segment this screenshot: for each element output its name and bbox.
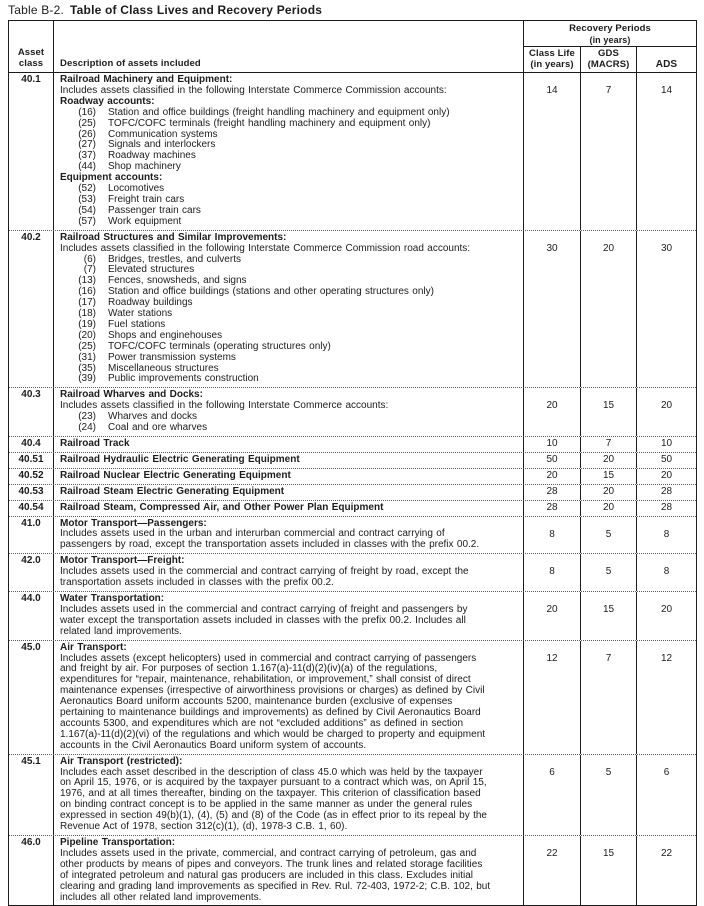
description-line: Includes assets used in the urban and interurban commercial and contract carrying of	[60, 528, 445, 540]
table-row	[9, 387, 696, 436]
account-number: (13)	[78, 275, 96, 287]
gds-value: 20	[581, 501, 637, 516]
asset-heading-line: Motor Transport—Freight:	[60, 555, 185, 567]
asset-class-cell: 42.0	[9, 554, 54, 591]
account-number: (53)	[78, 193, 96, 205]
account-number: (57)	[78, 215, 96, 227]
description-cell	[54, 73, 524, 230]
description-cell	[54, 485, 524, 500]
description-cell	[54, 641, 524, 754]
gds-value: 5	[581, 554, 637, 591]
description-line: Includes assets used in the private, commercial, and contract carrying of petroleum, gas and	[60, 847, 477, 859]
asset-heading-line: Pipeline Transportation:	[60, 837, 176, 848]
ads-value: 50	[660, 453, 673, 465]
ads-value: 20	[660, 603, 673, 615]
account-item-line	[60, 353, 520, 364]
description-line: expenditures for “repair, maintenance, rehabilitation, or improvement,” shall consist of direct	[60, 674, 471, 686]
asset-heading-line: Motor Transport—Passengers:	[60, 517, 207, 529]
account-number: (23)	[78, 411, 96, 423]
account-item-line	[60, 119, 520, 130]
table-body	[9, 73, 696, 905]
description-line: 1976, and at all times thereafter, binding on the taxpayer. This criterion of classification based	[60, 788, 481, 800]
description-line: on April 15, 1976, or is acquired by the taxpayer pursuant to a contract which was, on April 15,	[60, 777, 487, 789]
class-life-value: 20	[524, 469, 581, 484]
ads-value: 30	[660, 242, 673, 254]
ads-value: 8	[663, 528, 670, 540]
asset-class-cell: 46.0	[9, 836, 54, 905]
ads-value: 28	[660, 485, 673, 497]
asset-heading-line: Railroad Machinery and Equipment:	[60, 74, 233, 85]
ads-label: ADS	[655, 58, 678, 70]
table-row	[9, 73, 696, 230]
ads-value: 22	[660, 848, 673, 859]
page-title	[8, 3, 322, 17]
description-cell	[54, 517, 524, 554]
account-item-text: Fuel stations	[108, 318, 166, 330]
account-item-text: Station and office buildings (freight handling machinery and equipment only)	[108, 106, 450, 118]
description-line: passengers by road, except the transportation assets included in classes with the prefix 00.2.	[60, 539, 480, 551]
table-row	[9, 516, 696, 554]
description-cell	[54, 592, 524, 640]
gds-sublabel: (MACRS)	[587, 58, 630, 70]
ads-value: 28	[660, 501, 673, 513]
gds-label: GDS	[598, 48, 619, 59]
account-number: (20)	[78, 329, 96, 341]
table-row	[9, 500, 696, 516]
description-line: maintenance expenses (irrespective of airworthiness provisions or charges) as defined by Civil	[60, 685, 485, 697]
gds-value: 15	[581, 592, 637, 640]
asset-heading-line: Railroad Steam, Compressed Air, and Other Power Plan Equipment	[60, 501, 384, 513]
ads-value: 12	[660, 652, 673, 664]
description-line: accounts 5300, and expenditures which are not “excluded additions” as defined in section	[60, 717, 464, 729]
description-line: Includes assets used in the commercial and contract carrying of freight by road, except the	[60, 566, 469, 578]
account-item-line	[60, 374, 520, 385]
asset-heading-line: Railroad Steam Electric Generating Equipment	[60, 485, 285, 497]
account-item-text: Public improvements construction	[108, 373, 259, 385]
description-cell	[54, 388, 524, 436]
description-line: other products by means of pipes and conveyors. The trunk lines and related storage facilities	[60, 858, 483, 870]
ads-value: 20	[660, 400, 673, 412]
table-row	[9, 640, 696, 754]
account-item-text: Shop machinery	[108, 161, 181, 173]
description-line: related land improvements.	[60, 625, 182, 637]
asset-class-cell: 45.1	[9, 755, 54, 835]
description-line: on binding contract concept is to be applied in the same manner as under the general rules	[60, 799, 473, 811]
description-line: and freight by air. For purposes of section 1.167(a)-11(d)(2)(iv)(a) of the regulations,	[60, 663, 438, 675]
class-life-value: 20	[524, 388, 581, 436]
description-line: water except the transportation assets included in classes with the prefix 00.2. Includes all	[60, 614, 466, 626]
description-cell	[54, 453, 524, 468]
class-life-value: 10	[524, 437, 581, 452]
class-life-value: 30	[524, 231, 581, 388]
class-life-unit: (in years)	[530, 58, 574, 70]
description-cell	[54, 231, 524, 388]
description-cell	[54, 836, 524, 905]
class-lives-table	[8, 20, 697, 906]
account-number: (44)	[78, 161, 96, 173]
description-line: accounts in the Civil Aeronautics Board uniform system of accounts.	[60, 739, 367, 751]
account-number: (6)	[83, 253, 96, 265]
asset-heading-line: Roadway accounts:	[60, 95, 155, 107]
gds-value: 20	[581, 453, 637, 468]
table-row	[9, 468, 696, 484]
class-life-value: 6	[524, 755, 581, 835]
asset-class-cell: 44.0	[9, 592, 54, 640]
account-number: (17)	[78, 297, 96, 309]
description-line: includes all other related land improvements.	[60, 891, 262, 903]
class-life-value: 28	[524, 485, 581, 500]
gds-value: 20	[581, 485, 637, 500]
account-item-text: Work equipment	[108, 215, 182, 227]
class-life-value: 12	[524, 641, 581, 754]
account-number: (7)	[83, 264, 96, 276]
description-cell	[54, 437, 524, 452]
description-cell	[54, 554, 524, 591]
account-number: (26)	[78, 128, 96, 140]
asset-heading-line: Railroad Hydraulic Electric Generating Equipment	[60, 453, 300, 465]
description-line: transportation assets included in classes with the prefix 00.2.	[60, 577, 334, 589]
description-line: Revenue Act of 1978, section 312(c)(1), (d), 1978-3 C.B. 1, 60).	[60, 821, 348, 833]
account-number: (52)	[78, 183, 96, 195]
description-line: clearing and grading land improvements as specified in Rev. Rul. 72-403, 1972-2; C.B. 102, but	[60, 880, 491, 892]
description-cell	[54, 469, 524, 484]
table-row	[9, 591, 696, 640]
account-number: (16)	[78, 286, 96, 298]
account-item-text: Coal and ore wharves	[108, 422, 208, 434]
asset-class-cell: 41.0	[9, 517, 54, 554]
gds-value: 7	[581, 641, 637, 754]
table-row	[9, 553, 696, 591]
table-title-text: Table of Class Lives and Recovery Periods	[70, 3, 323, 17]
description-cell	[54, 755, 524, 835]
account-item-text: Fences, snowsheds, and signs	[108, 275, 247, 287]
table-number-label: Table B-2.	[8, 3, 65, 17]
asset-class-cell: 40.53	[9, 485, 54, 500]
column-header-class-life	[524, 47, 581, 72]
account-item-text: Signals and interlockers	[108, 139, 216, 151]
account-item-text: Shops and enginehouses	[108, 329, 223, 341]
gds-value: 20	[581, 231, 637, 388]
table-row	[9, 484, 696, 500]
table-row	[9, 436, 696, 452]
asset-heading-line: Air Transport (restricted):	[60, 755, 183, 767]
asset-class-cell: 40.4	[9, 437, 54, 452]
account-number: (25)	[78, 340, 96, 352]
account-item-text: Locomotives	[108, 183, 165, 195]
asset-heading-line: Air Transport:	[60, 641, 127, 653]
asset-class-cell: 40.54	[9, 501, 54, 516]
column-header-ads	[637, 47, 696, 72]
gds-value: 15	[581, 469, 637, 484]
description-line: Includes assets classified in the following Interstate Commerce Commission accounts:	[60, 84, 447, 96]
account-item-line	[60, 423, 520, 434]
account-item-text: Miscellaneous structures	[108, 362, 219, 374]
description-line: Includes each asset described in the description of class 45.0 which was held by the taxpayer	[60, 766, 483, 778]
account-number: (16)	[78, 106, 96, 118]
asset-class-cell: 40.3	[9, 388, 54, 436]
account-item-text: Communication systems	[108, 128, 218, 140]
asset-heading-line: Railroad Track	[60, 438, 130, 449]
class-life-value: 28	[524, 501, 581, 516]
account-item-text: Passenger train cars	[108, 204, 201, 216]
account-item-text: Station and office buildings (stations and other operating structures only)	[108, 286, 434, 298]
class-life-value: 50	[524, 453, 581, 468]
column-group-header-recovery-periods	[524, 21, 696, 47]
ads-value: 10	[660, 438, 673, 449]
asset-heading-line: Railroad Wharves and Docks:	[60, 389, 203, 401]
asset-class-cell: 40.52	[9, 469, 54, 484]
account-item-text: Roadway machines	[108, 150, 196, 162]
table-row	[9, 452, 696, 468]
account-number: (27)	[78, 139, 96, 151]
asset-class-cell: 45.0	[9, 641, 54, 754]
account-item-text: Wharves and docks	[108, 411, 198, 423]
description-line: 1.167(a)-11(d)(2)(vi) of the regulations and which would be charged to property and equipment	[60, 728, 486, 740]
asset-class-cell: 40.1	[9, 73, 54, 230]
account-item-text: Roadway buildings	[108, 297, 193, 309]
account-item-text: Bridges, trestles, and culverts	[108, 253, 241, 265]
account-item-line	[60, 108, 520, 119]
asset-heading-line: Railroad Nuclear Electric Generating Equipment	[60, 469, 291, 481]
recovery-periods-unit: (in years)	[589, 34, 631, 45]
column-header-description: Description of assets included	[54, 21, 524, 72]
account-number: (31)	[78, 351, 96, 363]
recovery-periods-label: Recovery Periods	[569, 23, 651, 34]
gds-value: 15	[581, 388, 637, 436]
ads-value: 8	[663, 566, 670, 578]
account-number: (25)	[78, 117, 96, 129]
class-life-label: Class Life	[529, 48, 575, 59]
gds-value: 15	[581, 836, 637, 905]
gds-value: 7	[581, 73, 637, 230]
asset-heading-line: Water Transportation:	[60, 592, 165, 604]
table-header	[9, 21, 696, 73]
account-number: (37)	[78, 150, 96, 162]
column-header-gds	[581, 47, 637, 72]
ads-value: 20	[660, 469, 673, 481]
account-item-text: Water stations	[108, 308, 173, 320]
description-line: of integrated petroleum and natural gas producers are included in this class. Excludes initial	[60, 869, 474, 881]
class-life-value: 8	[524, 517, 581, 554]
account-number: (39)	[78, 373, 96, 385]
description-line: Aeronautics Board uniform accounts 5200, maintenance burden (exclusive of expenses	[60, 696, 453, 708]
description-cell	[54, 501, 524, 516]
account-number: (35)	[78, 362, 96, 374]
table-row	[9, 230, 696, 388]
account-item-text: Freight train cars	[108, 193, 185, 205]
description-line: expressed in section 49(b)(1), (4), (5) and (8) of the Code (as in effect prior to its repeal by the	[60, 810, 487, 822]
table-row	[9, 835, 696, 905]
account-item-text: Elevated structures	[108, 264, 195, 276]
description-line: Includes assets classified in the following Interstate Commerce accounts:	[60, 400, 389, 412]
account-number: (54)	[78, 204, 96, 216]
class-life-value: 22	[524, 836, 581, 905]
ads-value: 14	[660, 85, 673, 96]
gds-value: 5	[581, 517, 637, 554]
description-line: pertaining to maintenance buildings and improvements) as defined by Civil Aeronautics Board	[60, 707, 481, 719]
class-life-value: 20	[524, 592, 581, 640]
asset-class-cell: 40.51	[9, 453, 54, 468]
gds-value: 5	[581, 755, 637, 835]
description-line: Includes assets classified in the following Interstate Commerce Commission road accounts:	[60, 242, 471, 254]
asset-heading-line: Railroad Structures and Similar Improvements:	[60, 231, 287, 243]
account-item-line	[60, 217, 520, 228]
description-line: Includes assets (except helicopters) used in commercial and contract carrying of passengers	[60, 652, 477, 664]
account-number: (19)	[78, 318, 96, 330]
account-item-text: Power transmission systems	[108, 351, 236, 363]
asset-class-cell: 40.2	[9, 231, 54, 388]
ads-value: 6	[663, 766, 670, 778]
column-header-asset-class: Asset class	[9, 21, 54, 72]
class-life-value: 8	[524, 554, 581, 591]
table-row	[9, 754, 696, 835]
description-line: Includes assets used in the commercial and contract carrying of freight and passengers by	[60, 603, 468, 615]
gds-value: 7	[581, 437, 637, 452]
account-number: (24)	[78, 422, 96, 434]
account-item-text: TOFC/COFC terminals (operating structures only)	[108, 340, 331, 352]
account-item-text: TOFC/COFC terminals (freight handling machinery and equipment only)	[108, 117, 431, 129]
account-number: (18)	[78, 308, 96, 320]
class-life-value: 14	[524, 73, 581, 230]
asset-heading-line: Equipment accounts:	[60, 172, 163, 184]
